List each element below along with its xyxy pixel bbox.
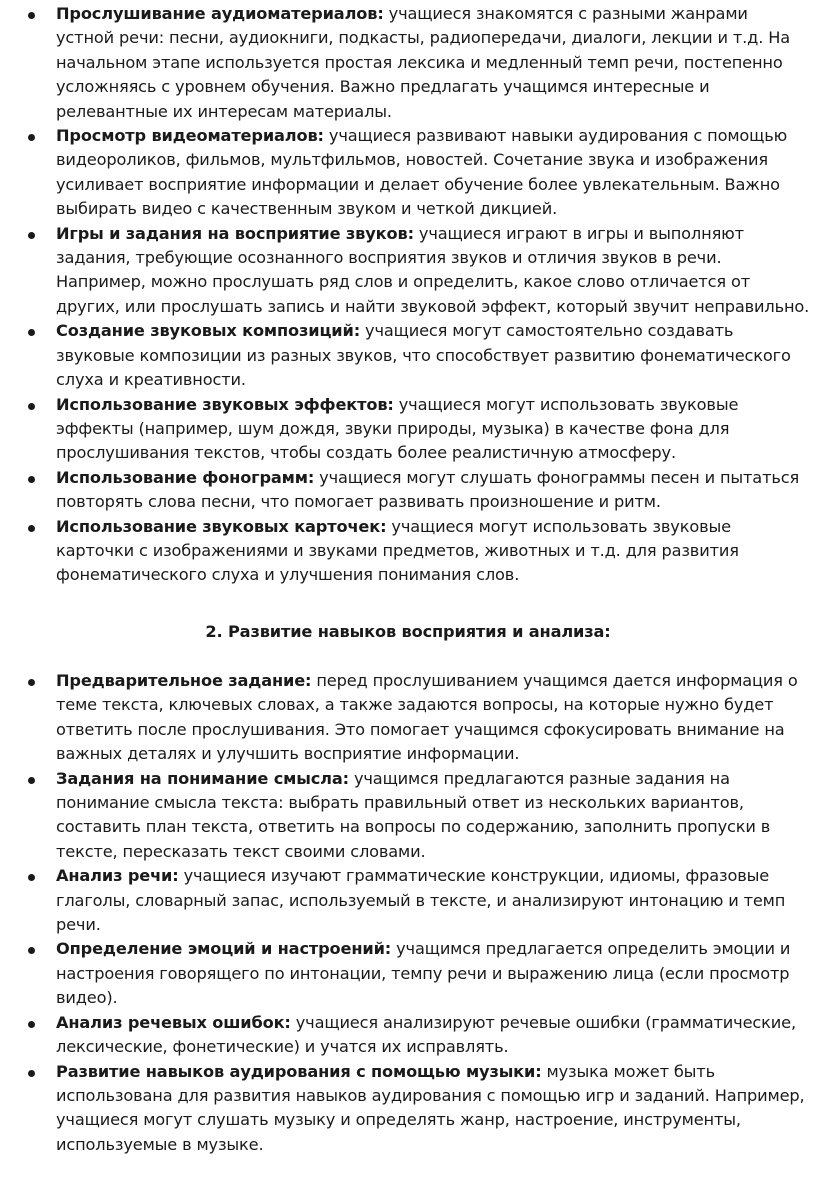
- item-text: учащимся предлагаются разные задания на понимание смысла текста: выбрать правильный ответ из нескольких вариантов, составить план текста, ответить на вопросы по содержанию, заполнить пропуски в тексте, пересказать текст своими словами.: [56, 768, 771, 861]
- list-item: [0, 864, 816, 937]
- item-term: Развитие навыков аудирования с помощью музыки:: [56, 1061, 542, 1081]
- bullet-icon: [28, 134, 35, 141]
- list-item: [0, 1011, 816, 1060]
- item-term: Создание звуковых композиций:: [56, 321, 361, 341]
- item-text: музыка может быть использована для развития навыков аудирования с помощью игр и заданий. Например, учащиеся могут слушать музыку и определять жанр, настроение, инструменты, используемые в музыке.: [56, 1061, 805, 1154]
- item-term: Анализ речевых ошибок:: [56, 1012, 291, 1032]
- item-term: Просмотр видеоматериалов:: [56, 126, 324, 146]
- item-text: учащиеся развивают навыки аудирования с помощью видеороликов, фильмов, мультфильмов, новостей. Сочетание звука и изображения усиливает восприятие информации и делает обучение более увлекательным. Важно выбирать видео с качественным звуком и четкой дикцией.: [56, 126, 788, 219]
- bullet-icon: [28, 476, 35, 483]
- bullet-icon: [28, 1021, 35, 1028]
- bullet-icon: [28, 947, 35, 954]
- item-text: учащимся предлагается определить эмоции и настроения говорящего по интонации, темпу речи и выражению лица (если просмотр видео).: [56, 939, 791, 1008]
- list-item: [0, 319, 816, 392]
- item-text: учащиеся анализируют речевые ошибки (грамматические, лексические, фонетические) и учатся их исправлять.: [56, 1012, 796, 1057]
- item-term: Использование фонограмм:: [56, 467, 315, 487]
- list-item: [0, 2, 816, 124]
- item-term: Использование звуковых эффектов:: [56, 394, 394, 414]
- bullet-list-analysis: [0, 669, 816, 1157]
- item-term: Использование звуковых карточек:: [56, 516, 387, 536]
- bullet-icon: [28, 329, 35, 336]
- list-item: [0, 124, 816, 222]
- item-text: перед прослушиванием учащимся дается информация о теме текста, ключевых словах, а также задаются вопросы, на которые нужно будет ответить после прослушивания. Это помогает учащимся сфокусировать внимание на важных деталях и улучшить восприятие информации.: [56, 671, 798, 764]
- list-item: [0, 222, 816, 320]
- bullet-icon: [28, 12, 35, 19]
- list-item: [0, 669, 816, 767]
- bullet-icon: [28, 232, 35, 239]
- list-item: [0, 767, 816, 865]
- bullet-icon: [28, 874, 35, 881]
- list-item: [0, 937, 816, 1010]
- item-term: Определение эмоций и настроений:: [56, 939, 392, 959]
- bullet-list-methods: [0, 2, 816, 588]
- item-text: учащиеся могут использовать звуковые карточки с изображениями и звуками предметов, животных и т.д. для развития фонематического слуха и улучшения понимания слов.: [56, 516, 739, 585]
- bullet-icon: [28, 777, 35, 784]
- item-text: учащиеся могут использовать звуковые эффекты (например, шум дождя, звуки природы, музыка) в качестве фона для прослушивания текстов, чтобы создать более реалистичную атмосферу.: [56, 394, 739, 463]
- item-text: учащиеся могут слушать фонограммы песен и пытаться повторять слова песни, что помогает развивать произношение и ритм.: [56, 467, 800, 512]
- list-item: [0, 466, 816, 515]
- item-term: Игры и задания на восприятие звуков:: [56, 223, 414, 243]
- item-text: учащиеся знакомятся с разными жанрами устной речи: песни, аудиокниги, подкасты, радиопередачи, диалоги, лекции и т.д. На начальном этапе используется простая лексика и медленный темп речи, постепенно усложняясь с уровнем обучения. Важно предлагать учащимся интересные и релевантные их интересам материалы.: [56, 4, 790, 121]
- item-text: учащиеся изучают грамматические конструкции, идиомы, фразовые глаголы, словарный запас, используемый в тексте, и анализируют интонацию и темп речи.: [56, 866, 786, 935]
- list-item: [0, 515, 816, 588]
- item-term: Анализ речи:: [56, 866, 179, 886]
- item-text: учащиеся могут самостоятельно создавать звуковые композиции из разных звуков, что способствует развитию фонематического слуха и креативности.: [56, 321, 791, 390]
- item-term: Прослушивание аудиоматериалов:: [56, 4, 384, 23]
- bullet-icon: [28, 403, 35, 410]
- bullet-icon: [28, 525, 35, 532]
- bullet-icon: [28, 679, 35, 686]
- item-text: учащиеся играют в игры и выполняют задания, требующие осознанного восприятия звуков и отличия звуков в речи. Например, можно прослушать ряд слов и определить, какое слово отличается от других, или прослушать запись и найти звуковой эффект, который звучит неправильно.: [56, 223, 810, 316]
- bullet-icon: [28, 1070, 35, 1077]
- list-item: [0, 1060, 816, 1158]
- item-term: Задания на понимание смысла:: [56, 768, 349, 788]
- section-heading: 2. Развитие навыков восприятия и анализа:: [205, 622, 611, 641]
- item-term: Предварительное задание:: [56, 671, 312, 690]
- list-item: [0, 393, 816, 466]
